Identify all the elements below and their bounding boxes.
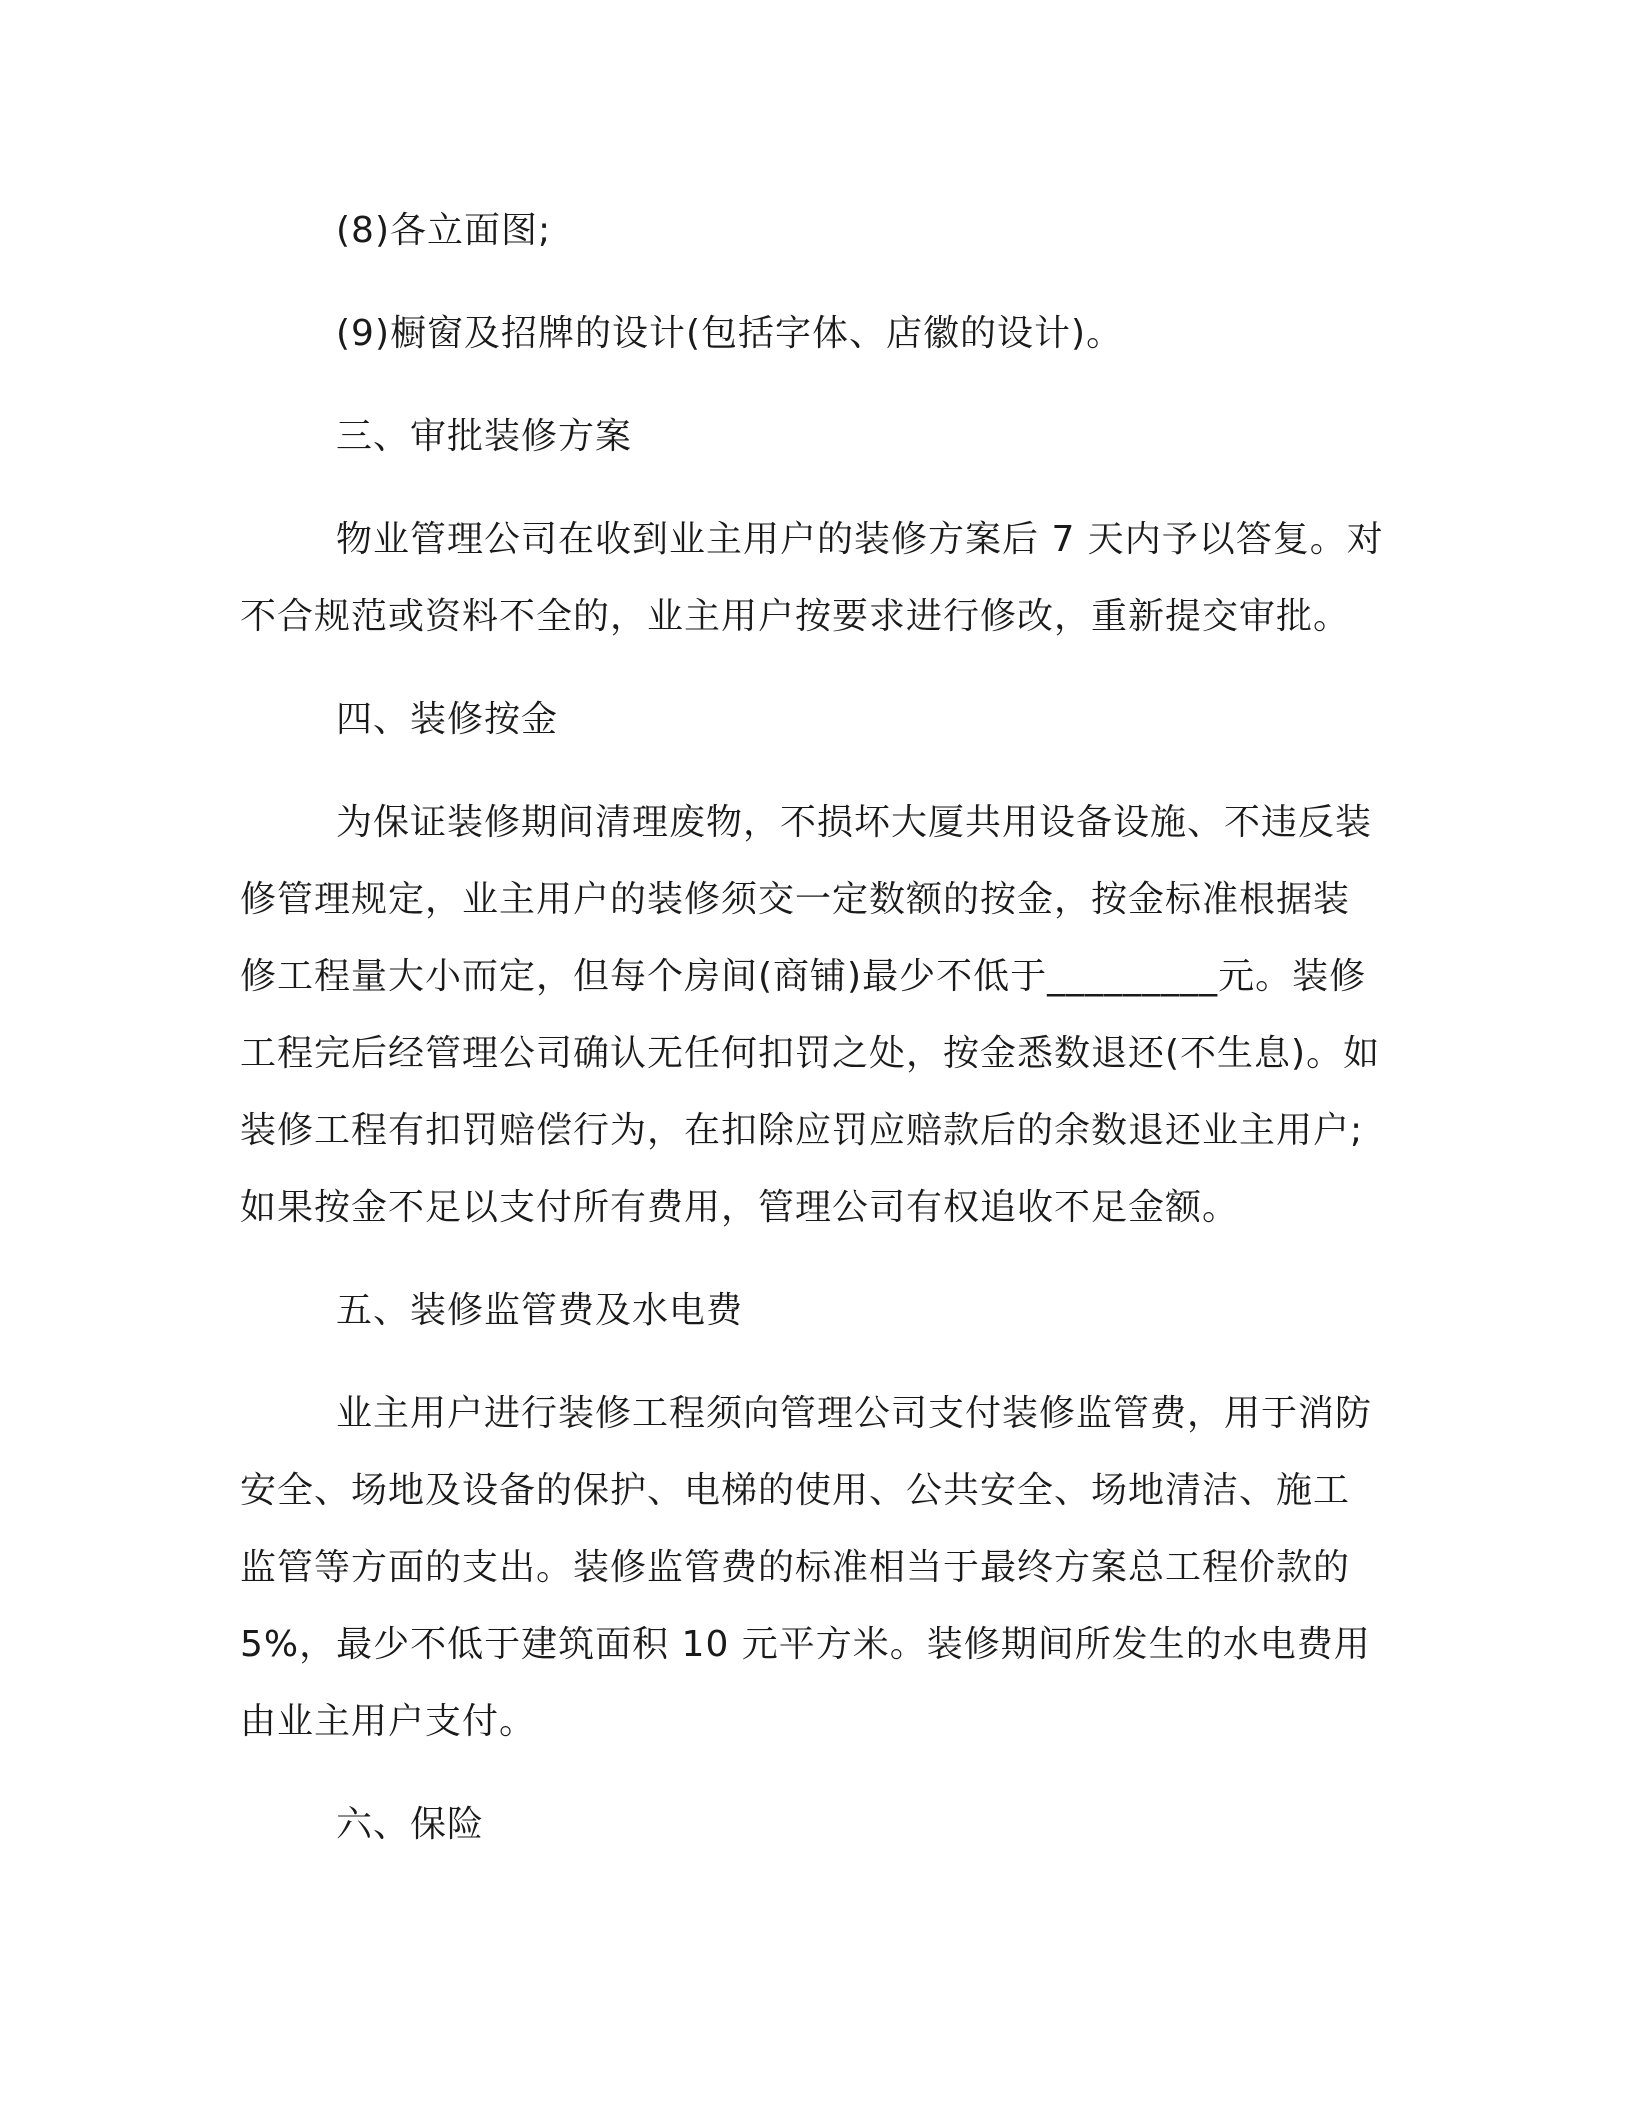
section-4-heading: 四、装修按金 xyxy=(336,699,559,740)
text-line: 不合规范或资料不全的，业主用户按要求进行修改，重新提交审批。 xyxy=(240,596,1351,637)
section-5-paragraph xyxy=(240,1375,1380,1760)
list-item-8: (8)各立面图; xyxy=(336,210,552,251)
section-5-heading: 五、装修监管费及水电费 xyxy=(336,1290,744,1331)
text-line: 监管等方面的支出。装修监管费的标准相当于最终方案总工程价款的 xyxy=(240,1547,1351,1588)
section-3-heading: 三、审批装修方案 xyxy=(336,416,633,457)
text-line: 业主用户进行装修工程须向管理公司支付装修监管费，用于消防 xyxy=(336,1393,1373,1434)
text-line: 5%，最少不低于建筑面积 10 元平方米。装修期间所发生的水电费用 xyxy=(240,1624,1371,1665)
text-line: 安全、场地及设备的保护、电梯的使用、公共安全、场地清洁、施工 xyxy=(240,1470,1351,1511)
text-line: 装修工程有扣罚赔偿行为，在扣除应罚应赔款后的余数退还业主用户; xyxy=(240,1110,1364,1151)
section-3-paragraph xyxy=(240,501,1384,655)
section-4-paragraph xyxy=(240,784,1380,1246)
section-6-heading: 六、保险 xyxy=(336,1804,485,1845)
text-line: 工程完后经管理公司确认无任何扣罚之处，按金悉数退还(不生息)。如 xyxy=(240,1033,1381,1074)
text-line: 如果按金不足以支付所有费用，管理公司有权追收不足金额。 xyxy=(240,1187,1240,1228)
text-line: 为保证装修期间清理废物，不损坏大厦共用设备设施、不违反装 xyxy=(336,802,1373,843)
text-line: 物业管理公司在收到业主用户的装修方案后 7 天内予以答复。对 xyxy=(336,519,1384,560)
document-body xyxy=(240,192,1384,1863)
text-line: 修管理规定，业主用户的装修须交一定数额的按金，按金标准根据装 xyxy=(240,879,1351,920)
list-item-9: (9)橱窗及招牌的设计(包括字体、店徽的设计)。 xyxy=(336,313,1124,354)
text-line: 由业主用户支付。 xyxy=(240,1701,537,1742)
text-line: 修工程量大小而定，但每个房间(商铺)最少不低于_________元。装修 xyxy=(240,956,1367,997)
